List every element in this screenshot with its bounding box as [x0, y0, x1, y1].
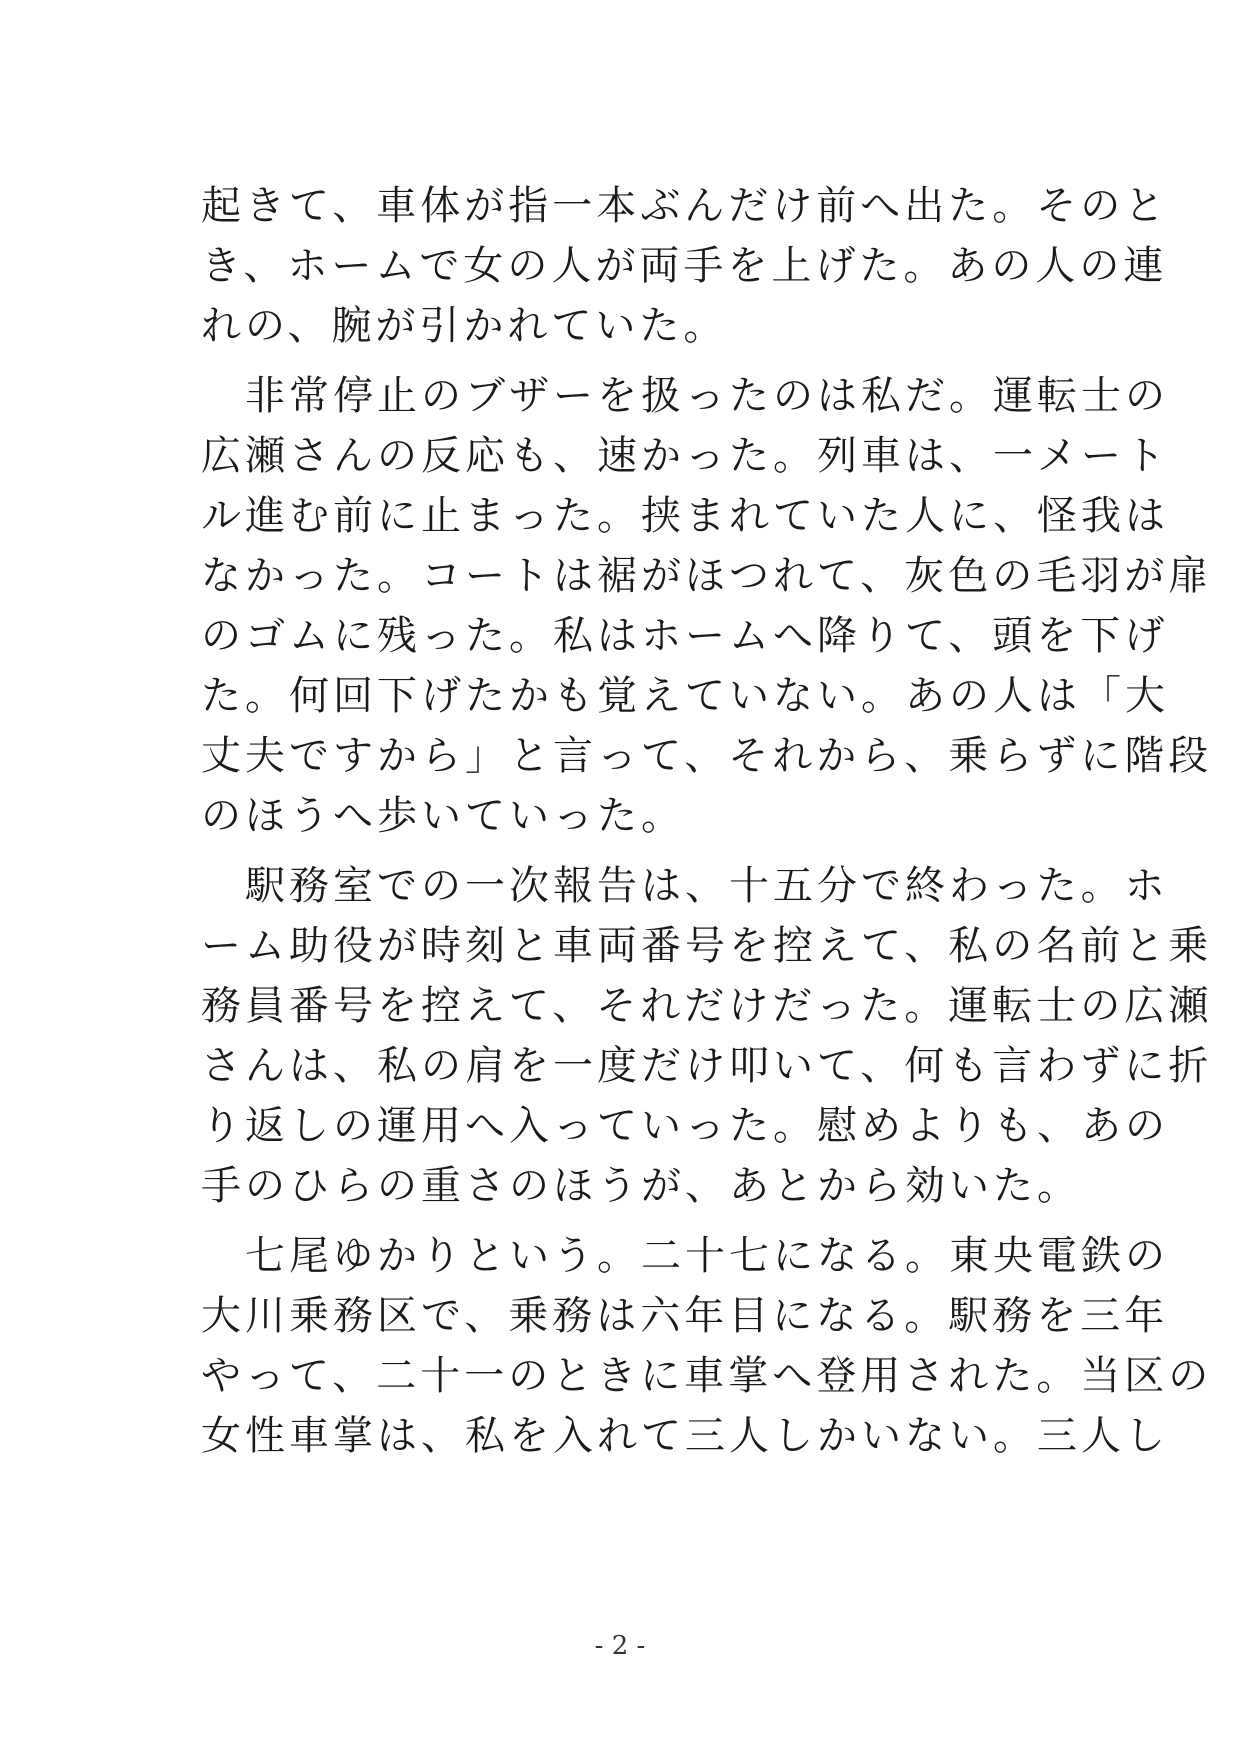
paragraph-2: [201, 366, 1213, 846]
text-line: 起きて、車体が指一本ぶんだけ前へ出た。そのと: [201, 183, 1169, 229]
text-line: ル進む前に止まった。挟まれていた人に、怪我は: [201, 493, 1169, 539]
text-line: れの、腕が引かれていた。: [201, 303, 728, 349]
text-line: のゴムに残った。私はホームへ降りて、頭を下げ: [201, 613, 1169, 659]
text-line: 広瀬さんの反応も、速かった。列車は、一メート: [201, 433, 1169, 479]
text-line: 丈夫ですから」と言って、それから、乗らずに階段: [201, 733, 1213, 779]
text-line: き、ホームで女の人が両手を上げた。あの人の連: [201, 243, 1168, 289]
paragraph-3: [201, 856, 1213, 1216]
text-line: 女性車掌は、私を入れて三人しかいない。三人し: [201, 1413, 1169, 1459]
text-line: た。何回下げたかも覚えていない。あの人は「大: [201, 673, 1169, 719]
text-line: 手のひらの重さのほうが、あとから効いた。: [201, 1163, 1081, 1209]
text-line: さんは、私の肩を一度だけ叩いて、何も言わずに折: [201, 1043, 1213, 1089]
paragraph-gap: [201, 1216, 1041, 1226]
text-line: やって、二十一のときに車掌へ登用された。当区の: [201, 1353, 1213, 1399]
text-line: ーム助役が時刻と車両番号を控えて、私の名前と乗: [201, 923, 1213, 969]
page-number: - 2 -: [594, 1631, 646, 1661]
text-line: 大川乗務区で、乗務は六年目になる。駅務を三年: [201, 1293, 1169, 1339]
paragraph-gap: [201, 846, 1041, 856]
body-text: [201, 176, 1213, 1466]
paragraph-1: [201, 176, 1169, 356]
text-line: 務員番号を控えて、それだけだった。運転士の広瀬: [201, 983, 1213, 1029]
text-line: なかった。コートは裾がほつれて、灰色の毛羽が扉: [201, 553, 1213, 599]
text-line: 七尾ゆかりという。二十七になる。東央電鉄の: [201, 1233, 1169, 1279]
text-line: り返しの運用へ入っていった。慰めよりも、あの: [201, 1103, 1169, 1149]
paragraph-gap: [201, 356, 1041, 366]
paragraph-4: [201, 1226, 1213, 1466]
text-line: のほうへ歩いていった。: [201, 793, 685, 839]
text-line: 駅務室での一次報告は、十五分で終わった。ホ: [201, 863, 1169, 909]
text-line: 非常停止のブザーを扱ったのは私だ。運転士の: [201, 373, 1169, 419]
